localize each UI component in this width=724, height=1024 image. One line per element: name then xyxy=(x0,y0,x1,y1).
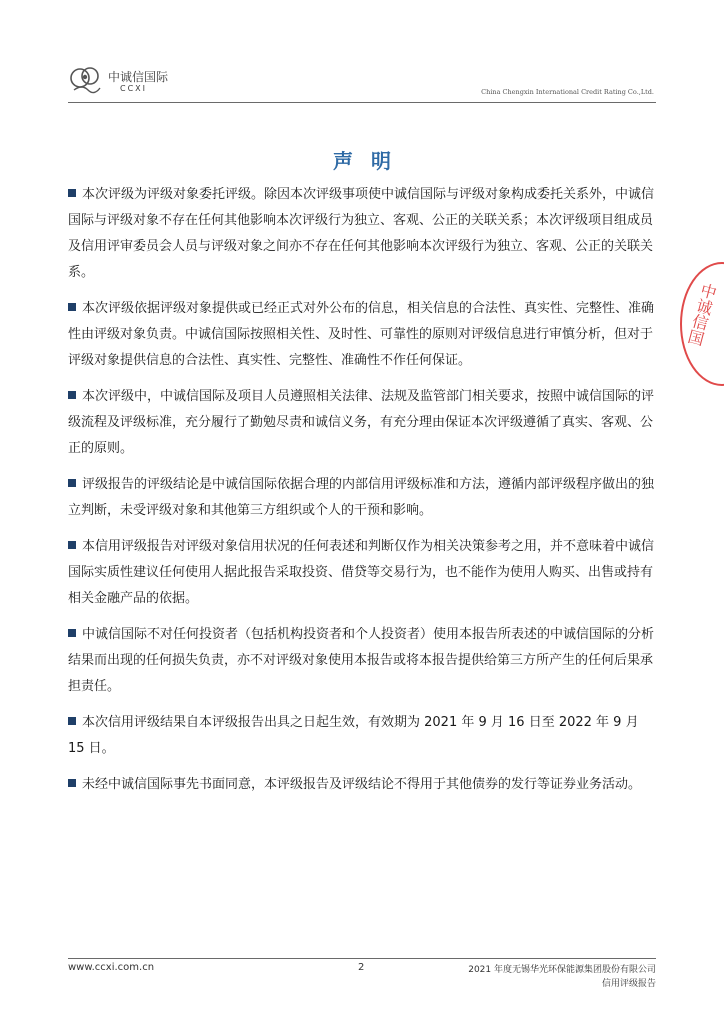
square-bullet-icon xyxy=(68,629,76,637)
page-header xyxy=(68,58,656,103)
logo-english-name: CCXI xyxy=(120,84,148,93)
footer-website: www.ccxi.com.cn xyxy=(68,962,155,973)
statement-paragraph-5: 本信用评级报告对评级对象信用状况的任何表述和判断仅作为相关决策参考之用，并不意味着中诚信国际实质性建议任何使用人据此报告采取投资、借贷等交易行为，也不能作为使用人购买、出售或持有相关金融产品的依据。 xyxy=(68,539,655,606)
footer-divider xyxy=(68,958,656,959)
statement-paragraph-7: 本次信用评级结果自本评级报告出具之日起生效，有效期为 2021 年 9 月 16 日至 2022 年 9 月 15 日。 xyxy=(68,715,639,756)
square-bullet-icon xyxy=(68,391,76,399)
statement-paragraph-8: 未经中诚信国际事先书面同意，本评级报告及评级结论不得用于其他债券的发行等证券业务活动。 xyxy=(68,772,658,798)
footer-report-company: 2021 年度无锡华光环保能源集团股份有限公司 xyxy=(468,965,656,975)
ccxi-logo-icon xyxy=(68,62,106,98)
square-bullet-icon xyxy=(68,717,76,725)
square-bullet-icon xyxy=(68,479,76,487)
seal-text: 中诚信国 xyxy=(684,280,719,348)
square-bullet-icon xyxy=(68,541,76,549)
square-bullet-icon xyxy=(68,779,76,787)
page-number: 2 xyxy=(358,962,365,973)
square-bullet-icon xyxy=(68,189,76,197)
company-english-name: China Chengxin International Credit Rating Co.,Ltd. xyxy=(481,88,654,96)
page-title: 声明 xyxy=(333,149,409,173)
square-bullet-icon xyxy=(68,303,76,311)
statement-paragraph-2: 本次评级依据评级对象提供或已经正式对外公布的信息，相关信息的合法性、真实性、完整性、准确性由评级对象负责。中诚信国际按照相关性、及时性、可靠性的原则对评级信息进行审慎分析，但对于评级对象提供信息的合法性、真实性、完整性、准确性不作任何保证。 xyxy=(68,301,655,368)
company-seal-stamp xyxy=(680,262,724,386)
ccxi-logo xyxy=(68,62,188,98)
header-divider xyxy=(68,102,656,103)
statement-paragraph-1: 本次评级为评级对象委托评级。除因本次评级事项使中诚信国际与评级对象构成委托关系外，中诚信国际与评级对象不存在任何其他影响本次评级行为独立、客观、公正的关联关系；本次评级项目组成员及信用评审委员会人员与评级对象之间亦不存在任何其他影响本次评级行为独立、客观、公正的关联关系。 xyxy=(68,187,655,280)
statement-paragraph-6: 中诚信国际不对任何投资者（包括机构投资者和个人投资者）使用本报告所表述的中诚信国际的分析结果而出现的任何损失负责，亦不对评级对象使用本报告或将本报告提供给第三方所产生的任何后果承担责任。 xyxy=(68,627,655,694)
statement-paragraph-4: 评级报告的评级结论是中诚信国际依据合理的内部信用评级标准和方法，遵循内部评级程序做出的独立判断，未受评级对象和其他第三方组织或个人的干预和影响。 xyxy=(68,477,655,518)
statement-body xyxy=(68,182,658,808)
footer-report-type: 信用评级报告 xyxy=(601,979,656,989)
statement-paragraph-3: 本次评级中，中诚信国际及项目人员遵照相关法律、法规及监管部门相关要求，按照中诚信国际的评级流程及评级标准，充分履行了勤勉尽责和诚信义务，有充分理由保证本次评级遵循了真实、客观、公正的原则。 xyxy=(68,389,655,456)
logo-chinese-name: 中诚信国际 xyxy=(108,70,169,84)
